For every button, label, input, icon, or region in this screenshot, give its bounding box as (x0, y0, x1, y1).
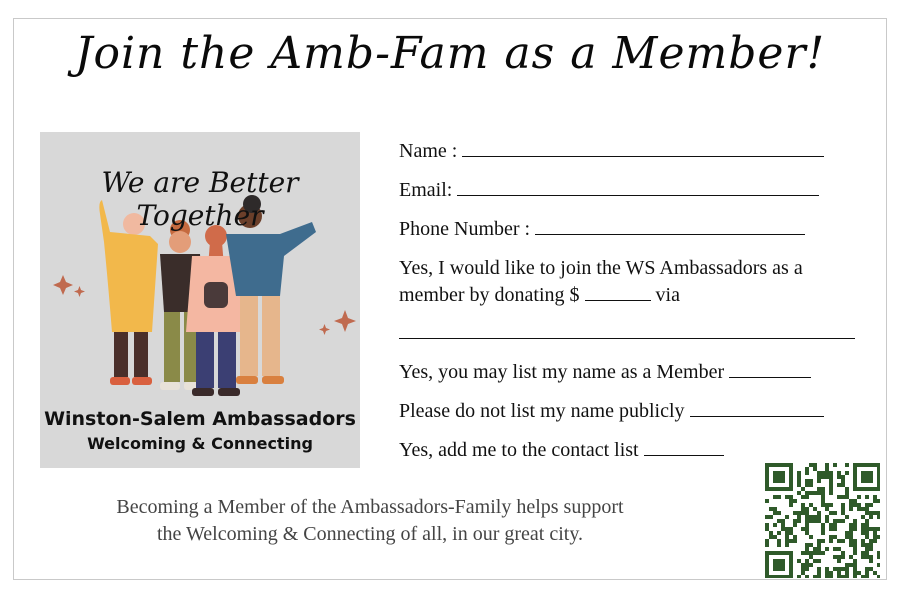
phone-field[interactable] (535, 216, 805, 235)
donation-method-field[interactable] (399, 320, 855, 339)
list-name-field[interactable] (729, 359, 811, 378)
footer-line-1: Becoming a Member of the Ambassadors-Family helps support (116, 496, 624, 518)
name-row (399, 138, 824, 164)
name-field[interactable] (462, 138, 824, 157)
list-name-row (399, 359, 811, 385)
phone-label: Phone Number : (399, 218, 531, 240)
no-list-field[interactable] (690, 398, 824, 417)
no-list-row (399, 398, 824, 424)
qr-code[interactable] (764, 462, 880, 578)
page-title: Join the Amb-Fam as a Member! (74, 28, 826, 79)
donation-amount-field[interactable] (585, 282, 651, 301)
qr-code-icon (764, 462, 880, 578)
name-label: Name : (399, 140, 458, 162)
list-name-label: Yes, you may list my name as a Member (399, 361, 725, 383)
donation-method-row (399, 320, 855, 346)
contact-row (399, 437, 724, 463)
footer-line-2: the Welcoming & Connecting of all, in our great city. (156, 523, 584, 545)
join-text-line1: Yes, I would like to join the WS Ambassadors as a (399, 257, 803, 279)
donation-row (399, 282, 680, 308)
promo-image (40, 132, 360, 468)
no-list-label: Please do not list my name publicly (399, 400, 685, 422)
contact-field[interactable] (644, 437, 724, 456)
footer-text (100, 494, 640, 548)
email-field[interactable] (457, 177, 819, 196)
phone-row (399, 216, 805, 242)
email-row (399, 177, 819, 203)
donation-via-label: via (655, 284, 680, 306)
email-label: Email: (399, 179, 453, 201)
promo-org-name: Winston-Salem Ambassadors (44, 408, 356, 430)
contact-label: Yes, add me to the contact list (399, 439, 639, 461)
donation-label: member by donating $ (399, 284, 580, 306)
promo-org-subtitle: Welcoming & Connecting (87, 434, 313, 453)
promo-tagline: We are Better Together (101, 166, 299, 232)
